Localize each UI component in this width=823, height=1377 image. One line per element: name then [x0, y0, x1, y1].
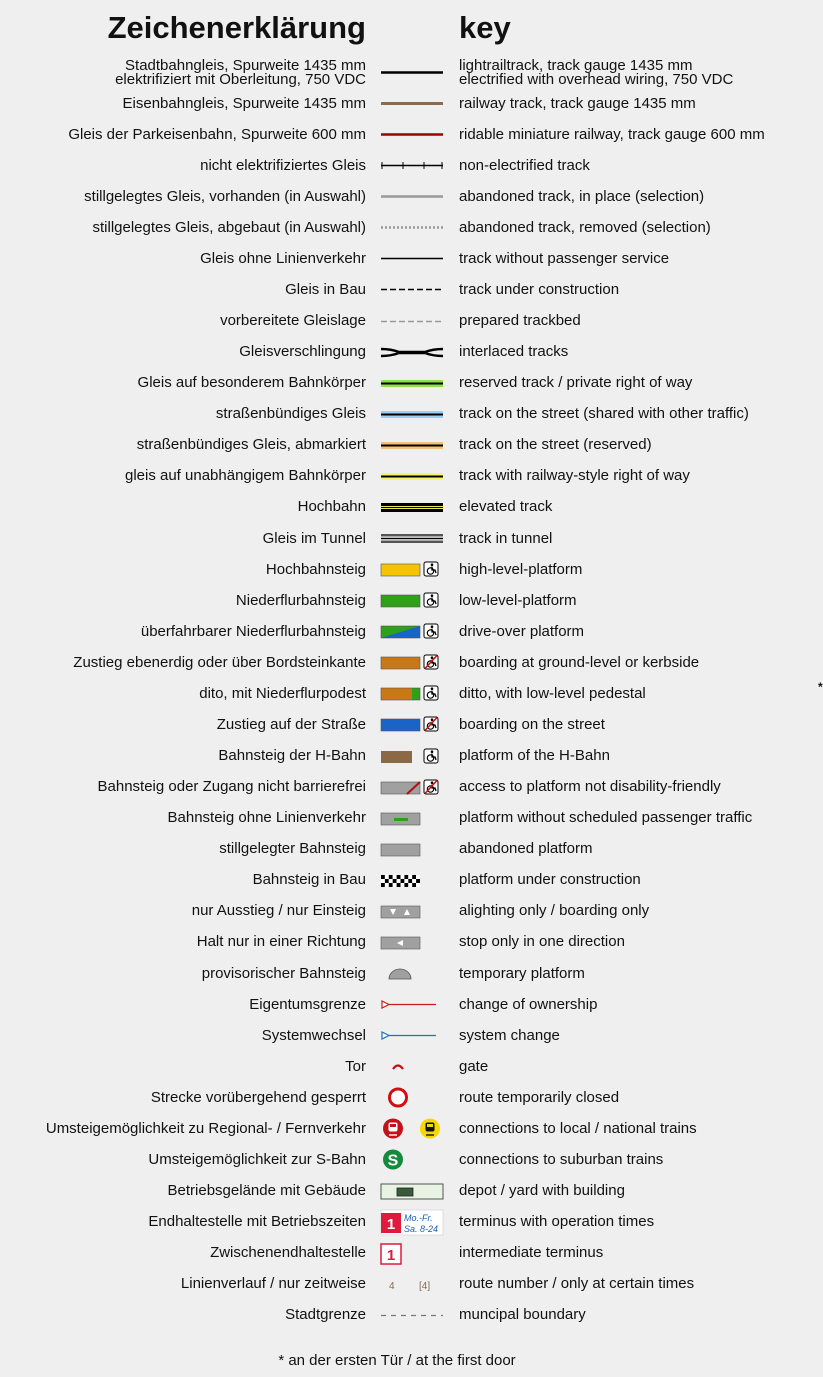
cased-green-graphic — [377, 368, 449, 399]
symbol-plat-oneway-icon — [377, 927, 449, 958]
symbol-sbahn-icon — [377, 1144, 449, 1175]
symbol-line-black-thick-icon — [377, 57, 449, 88]
legend-row-plat-orangegreen — [0, 678, 823, 709]
symbol-plat-hbahn-icon — [377, 741, 449, 772]
plat-hbahn-graphic — [377, 741, 449, 772]
label-german — [216, 399, 366, 430]
label-english-line: elevated track — [459, 498, 553, 516]
terminus-times-weekday: Mo.-Fr. — [404, 1212, 433, 1223]
symbol-depot-icon — [377, 1176, 449, 1207]
label-german-line: stillgelegter Bahnsteig — [219, 840, 366, 858]
line-black-thin-graphic — [377, 243, 449, 274]
label-english-line: electrified with overhead wiring, 750 VDC — [459, 70, 734, 88]
label-english — [459, 709, 605, 740]
legend-row-plat-oneway — [0, 927, 794, 958]
plat-yellow-graphic — [377, 554, 449, 585]
line-dashed-black-graphic — [377, 274, 449, 305]
label-english — [459, 523, 552, 554]
label-english — [459, 647, 699, 678]
label-german-line: Bahnsteig in Bau — [252, 871, 366, 889]
plat-grey-green-graphic — [377, 803, 449, 834]
legend-row-line-dashed-grey — [0, 306, 794, 337]
label-german-line: Eigentumsgrenze — [249, 995, 366, 1013]
terminus-number: 1 — [386, 1215, 396, 1233]
legend-row-cased-orange — [0, 430, 794, 461]
label-german-line: Gleis ohne Linienverkehr — [200, 249, 366, 267]
label-english-line: platform of the H-Bahn — [459, 747, 610, 765]
label-english — [459, 181, 704, 212]
routenum-graphic — [377, 1269, 449, 1300]
label-english-line: terminus with operation times — [459, 1213, 655, 1231]
legend-row-routenum — [0, 1269, 794, 1300]
legend-row-boundary — [0, 1300, 794, 1331]
label-german-line: Linienverlauf / nur zeitweise — [180, 1275, 366, 1293]
label-german — [262, 1020, 366, 1051]
legend-row-elevated — [0, 492, 794, 523]
label-english — [459, 274, 619, 305]
legend-row-closed — [0, 1082, 794, 1113]
legend-row-terminus — [0, 1207, 794, 1238]
route-number: 4 — [389, 1280, 395, 1292]
label-german — [123, 88, 366, 119]
symbol-line-ticked-icon — [377, 150, 449, 181]
label-english — [459, 1020, 560, 1051]
label-english-line: connections to suburban trains — [459, 1150, 664, 1168]
label-german — [197, 927, 366, 958]
symbol-closed-icon — [377, 1082, 449, 1113]
label-english — [459, 119, 765, 150]
label-english-line: high-level-platform — [459, 560, 583, 578]
label-english-line: intermediate terminus — [459, 1244, 604, 1262]
label-german — [200, 150, 366, 181]
legend-row-gate — [0, 1051, 794, 1082]
label-english — [459, 1238, 603, 1269]
label-german — [93, 212, 367, 243]
symbol-line-dashed-black-icon — [377, 274, 449, 305]
label-english — [459, 1144, 663, 1175]
label-german-line: Strecke vorübergehend gesperrt — [150, 1088, 366, 1106]
line-black-thick-graphic — [377, 57, 449, 88]
label-german — [200, 243, 366, 274]
terminus-graphic — [377, 1207, 449, 1238]
label-german — [115, 57, 366, 88]
label-german — [249, 989, 366, 1020]
label-english-line: reserved track / private right of way — [459, 374, 693, 392]
symbol-plat-grey-green-icon — [377, 803, 449, 834]
label-english-line: access to platform not disability-friendly — [459, 778, 721, 796]
label-english — [459, 306, 581, 337]
label-english — [459, 430, 652, 461]
label-german — [137, 430, 366, 461]
line-grey-dotted-graphic — [377, 212, 449, 243]
label-english-line: route temporarily closed — [459, 1088, 620, 1106]
symbol-plat-arrows-icon — [377, 896, 449, 927]
label-german-line: provisorischer Bahnsteig — [201, 964, 366, 982]
sbahn-graphic — [377, 1144, 449, 1175]
label-english-line: non-electrified track — [459, 156, 590, 174]
label-german-line: Gleisverschlingung — [239, 343, 366, 361]
legend-row-line-black-thin — [0, 243, 794, 274]
label-german-line: Hochbahnsteig — [265, 560, 366, 578]
label-german-line: Stadtbahngleis, Spurweite 1435 mm — [125, 56, 366, 74]
label-english-line: abandoned track, removed (selection) — [459, 218, 711, 236]
label-german-line: elektrifiziert mit Oberleitung, 750 VDC — [115, 70, 366, 88]
label-german — [345, 1051, 366, 1082]
plat-oneway-graphic — [377, 927, 449, 958]
plat-orange-graphic — [377, 647, 449, 678]
label-english-line: ditto, with low-level pedestal — [459, 684, 646, 702]
label-english — [459, 585, 577, 616]
boundary-graphic — [377, 1300, 449, 1331]
plat-temp-graphic — [377, 958, 449, 989]
label-english-line: platform without scheduled passenger traffic — [459, 809, 753, 827]
line-brown-graphic — [377, 88, 449, 119]
label-english-line: boarding at ground-level or kerbside — [459, 653, 700, 671]
plat-blue-graphic — [377, 709, 449, 740]
label-english-line: connections to local / national trains — [459, 1119, 697, 1137]
label-english-line: interlaced tracks — [459, 343, 569, 361]
label-english — [459, 896, 649, 927]
line-dashed-grey-graphic — [377, 306, 449, 337]
label-english-line: change of ownership — [459, 995, 598, 1013]
label-german-line: Tor — [345, 1057, 366, 1075]
closed-graphic — [377, 1082, 449, 1113]
label-english-line: prepared trackbed — [459, 312, 581, 330]
line-ticked-graphic — [377, 150, 449, 181]
label-german-line: Zustieg ebenerdig oder über Bordsteinkante — [73, 653, 366, 671]
legend-row-plat-hbahn — [0, 741, 794, 772]
label-english — [459, 88, 696, 119]
legend-row-line-dashed-black — [0, 274, 794, 305]
symbol-trains-icon — [377, 1113, 449, 1144]
symbol-plat-blue-icon — [377, 709, 449, 740]
symbol-line-grey-dotted-icon — [377, 212, 449, 243]
plat-grey-graphic — [377, 834, 449, 865]
label-german-line: Betriebsgelände mit Gebäude — [167, 1182, 366, 1200]
label-english-line: track in tunnel — [459, 529, 553, 547]
systemchange-graphic — [377, 1020, 449, 1051]
label-english-line: drive-over platform — [459, 622, 585, 640]
symbol-line-grey-icon — [377, 181, 449, 212]
label-german-line: vorbereitete Gleislage — [220, 312, 366, 330]
label-german-line: Stadtgrenze — [285, 1306, 366, 1324]
legend-row-cased-yellow — [0, 461, 794, 492]
label-german — [263, 523, 366, 554]
label-german-line: Bahnsteig der H-Bahn — [218, 747, 366, 765]
label-german — [202, 958, 366, 989]
title-english: key — [459, 10, 511, 45]
label-english — [459, 57, 733, 88]
label-english-line: ridable miniature railway, track gauge 600 mm — [459, 125, 765, 143]
elevated-graphic — [377, 492, 449, 523]
terminus-times-saturday: Sa. 8-24 — [404, 1223, 439, 1234]
legend-row-trains — [0, 1113, 794, 1144]
label-german-line: Umsteigemöglichkeit zu Regional- / Fernverkehr — [45, 1119, 366, 1137]
label-german-line: Niederflurbahnsteig — [235, 591, 366, 609]
label-german-line: straßenbündiges Gleis, abmarkiert — [136, 436, 366, 454]
label-german — [84, 181, 366, 212]
label-german-line: Gleis der Parkeisenbahn, Spurweite 600 mm — [68, 125, 366, 143]
label-english — [459, 461, 690, 492]
ownership-graphic — [377, 989, 449, 1020]
label-german — [148, 1207, 366, 1238]
label-german — [141, 616, 366, 647]
label-german — [220, 306, 366, 337]
label-german — [219, 834, 366, 865]
label-german-line: Hochbahn — [297, 498, 366, 516]
symbol-line-dashed-grey-icon — [377, 306, 449, 337]
gate-graphic — [377, 1051, 449, 1082]
label-english-line: boarding on the street — [459, 715, 605, 733]
legend-row-cased-green — [0, 368, 794, 399]
legend-row-plat-yellow — [0, 554, 794, 585]
plat-green-graphic — [377, 585, 449, 616]
label-german-line: Halt nur in einer Richtung — [196, 933, 366, 951]
label-german-line: gleis auf unabhängigem Bahnkörper — [124, 467, 366, 485]
label-german — [181, 1269, 366, 1300]
label-english — [459, 212, 711, 243]
symbol-cased-orange-icon — [377, 430, 449, 461]
label-english — [459, 1269, 694, 1300]
symbol-cased-green-icon — [377, 368, 449, 399]
symbol-cased-yellow-icon — [377, 461, 449, 492]
title-german: Zeichenerklärung — [107, 10, 366, 45]
legend-row-tunnel — [0, 523, 794, 554]
depot-graphic — [377, 1176, 449, 1207]
symbol-interterminus-icon — [377, 1238, 449, 1269]
label-german — [98, 772, 367, 803]
legend-row-plat-green — [0, 585, 794, 616]
legend-row-line-ticked — [0, 150, 794, 181]
label-english — [459, 1113, 697, 1144]
plat-greenblue-graphic — [377, 616, 449, 647]
label-german — [68, 119, 366, 150]
label-german-line: Systemwechsel — [261, 1026, 366, 1044]
interlaced-graphic — [377, 337, 449, 368]
symbol-plat-checker-icon — [377, 865, 449, 896]
symbol-plat-green-icon — [377, 585, 449, 616]
plat-arrows-graphic — [377, 896, 449, 927]
label-german-line: Gleis in Bau — [285, 280, 366, 298]
symbol-plat-orange-icon — [377, 647, 449, 678]
label-english — [459, 803, 752, 834]
label-english-line: track on the street (reserved) — [459, 436, 652, 454]
label-german — [217, 709, 366, 740]
label-english — [459, 834, 592, 865]
legend-row-interlaced — [0, 337, 794, 368]
asterisk-mark: * — [818, 680, 823, 695]
label-german — [192, 896, 366, 927]
symbol-routenum-icon — [377, 1269, 449, 1300]
label-english-line: route number / only at certain times — [459, 1275, 695, 1293]
symbol-plat-greenblue-icon — [377, 616, 449, 647]
legend-row-line-red — [0, 119, 794, 150]
label-english — [459, 243, 669, 274]
label-english — [459, 1300, 586, 1331]
symbol-boundary-icon — [377, 1300, 449, 1331]
label-german-line: Bahnsteig ohne Linienverkehr — [167, 809, 366, 827]
plat-orangegreen-graphic — [377, 678, 449, 709]
label-english — [459, 741, 610, 772]
label-english — [459, 337, 568, 368]
label-english-line: abandoned platform — [459, 840, 593, 858]
label-german-line: Gleis auf besonderem Bahnkörper — [137, 374, 366, 392]
label-english — [459, 678, 646, 709]
label-german — [168, 1176, 366, 1207]
label-english — [459, 1082, 619, 1113]
legend-row-interterminus — [0, 1238, 794, 1269]
label-german-line: Eisenbahngleis, Spurweite 1435 mm — [122, 94, 366, 112]
label-english — [459, 368, 692, 399]
label-english — [459, 958, 585, 989]
label-english-line: alighting only / boarding only — [459, 902, 650, 920]
label-english-line: track without passenger service — [459, 249, 670, 267]
symbol-line-brown-icon — [377, 88, 449, 119]
legend-row-plat-grey-green — [0, 803, 794, 834]
cased-blue-graphic — [377, 399, 449, 430]
symbol-interlaced-icon — [377, 337, 449, 368]
symbol-plat-grey-icon — [377, 834, 449, 865]
label-english-line: gate — [459, 1057, 489, 1075]
symbol-systemchange-icon — [377, 1020, 449, 1051]
cased-yellow-graphic — [377, 461, 449, 492]
label-german-line: straßenbündiges Gleis — [215, 405, 366, 423]
trains-graphic — [377, 1113, 449, 1144]
legend-row-line-grey-dotted — [0, 212, 794, 243]
label-english — [459, 1051, 488, 1082]
legend-row-plat-checker — [0, 865, 794, 896]
label-english-line: platform under construction — [459, 871, 641, 889]
legend-row-line-brown — [0, 88, 794, 119]
symbol-line-black-thin-icon — [377, 243, 449, 274]
interterminus-graphic — [377, 1238, 449, 1269]
symbol-elevated-icon — [377, 492, 449, 523]
legend-row-plat-arrows — [0, 896, 794, 927]
label-german-line: Umsteigemöglichkeit zur S-Bahn — [148, 1150, 366, 1168]
legend-row-plat-blue — [0, 709, 794, 740]
label-german — [285, 1300, 366, 1331]
label-english-line: system change — [459, 1026, 560, 1044]
symbol-plat-grey-crossed-icon — [377, 772, 449, 803]
label-german-line: überfahrbarer Niederflurbahnsteig — [140, 622, 366, 640]
label-german — [298, 492, 366, 523]
label-english-line: track under construction — [459, 280, 620, 298]
label-german — [266, 554, 366, 585]
label-german — [125, 461, 366, 492]
label-english-line: track with railway-style right of way — [459, 467, 690, 485]
route-number-bracket: [4] — [419, 1280, 431, 1292]
legend-row-line-grey — [0, 181, 794, 212]
tunnel-graphic — [377, 523, 449, 554]
label-german — [168, 803, 366, 834]
label-english — [459, 150, 590, 181]
label-german-line: nur Ausstieg / nur Einsteig — [191, 902, 366, 920]
label-english — [459, 927, 625, 958]
legend-row-plat-grey-crossed — [0, 772, 794, 803]
legend-row-plat-grey — [0, 834, 794, 865]
label-english-line: temporary platform — [459, 964, 585, 982]
label-german — [253, 865, 366, 896]
label-german-line: Endhaltestelle mit Betriebszeiten — [148, 1213, 366, 1231]
label-english — [459, 616, 584, 647]
label-english — [459, 1207, 654, 1238]
label-english-line: muncipal boundary — [459, 1306, 586, 1324]
label-english — [459, 865, 641, 896]
symbol-gate-icon — [377, 1051, 449, 1082]
label-german-line: nicht elektrifiziertes Gleis — [200, 156, 366, 174]
symbol-tunnel-icon — [377, 523, 449, 554]
legend-row-plat-temp — [0, 958, 794, 989]
label-english — [459, 492, 552, 523]
legend-row-depot — [0, 1176, 794, 1207]
label-german — [239, 337, 366, 368]
label-german-line: Zustieg auf der Straße — [216, 715, 366, 733]
legend-row-systemchange — [0, 1020, 794, 1051]
label-german-line: Zwischenendhaltestelle — [210, 1244, 366, 1262]
symbol-plat-yellow-icon — [377, 554, 449, 585]
label-german-line: stillgelegtes Gleis, abgebaut (in Auswahl) — [92, 218, 366, 236]
symbol-terminus-icon — [377, 1207, 449, 1238]
label-german-line: Bahnsteig oder Zugang nicht barrierefrei — [97, 778, 366, 796]
label-german-line: dito, mit Niederflurpodest — [199, 684, 366, 702]
legend-row-line-black-thick — [0, 57, 794, 88]
line-grey-graphic — [377, 181, 449, 212]
label-english-line: railway track, track gauge 1435 mm — [459, 94, 696, 112]
symbol-line-red-icon — [377, 119, 449, 150]
line-red-graphic — [377, 119, 449, 150]
label-german — [148, 1144, 366, 1175]
symbol-ownership-icon — [377, 989, 449, 1020]
label-german — [285, 274, 366, 305]
label-english — [459, 554, 582, 585]
label-german — [236, 585, 366, 616]
label-english — [459, 399, 749, 430]
footnote: * an der ersten Tür / at the first door — [278, 1352, 516, 1369]
label-english — [459, 989, 597, 1020]
legend-row-cased-blue — [0, 399, 794, 430]
label-german — [151, 1082, 366, 1113]
label-german-line: stillgelegtes Gleis, vorhanden (in Auswahl) — [84, 187, 366, 205]
symbol-plat-temp-icon — [377, 958, 449, 989]
symbol-cased-blue-icon — [377, 399, 449, 430]
cased-orange-graphic — [377, 430, 449, 461]
legend-row-plat-orange — [0, 647, 794, 678]
interterminus-number: 1 — [386, 1246, 396, 1264]
label-german — [199, 678, 366, 709]
label-english-line: stop only in one direction — [459, 933, 625, 951]
legend-row-ownership — [0, 989, 794, 1020]
label-german — [138, 368, 366, 399]
legend-row-plat-greenblue — [0, 616, 794, 647]
plat-grey-crossed-graphic — [377, 772, 449, 803]
label-english-line: abandoned track, in place (selection) — [459, 187, 705, 205]
plat-checker-graphic — [377, 865, 449, 896]
label-german — [218, 741, 366, 772]
label-german-line: Gleis im Tunnel — [262, 529, 366, 547]
label-english-line: depot / yard with building — [459, 1182, 625, 1200]
label-german — [46, 1113, 366, 1144]
label-german — [73, 647, 366, 678]
label-english-line: track on the street (shared with other traffic) — [459, 405, 749, 423]
label-english — [459, 772, 721, 803]
label-english-line: low-level-platform — [459, 591, 577, 609]
label-german — [210, 1238, 366, 1269]
legend-row-sbahn — [0, 1144, 794, 1175]
label-english-line: lightrailtrack, track gauge 1435 mm — [459, 56, 693, 74]
sbahn-letter: S — [387, 1152, 399, 1170]
label-english — [459, 1176, 625, 1207]
